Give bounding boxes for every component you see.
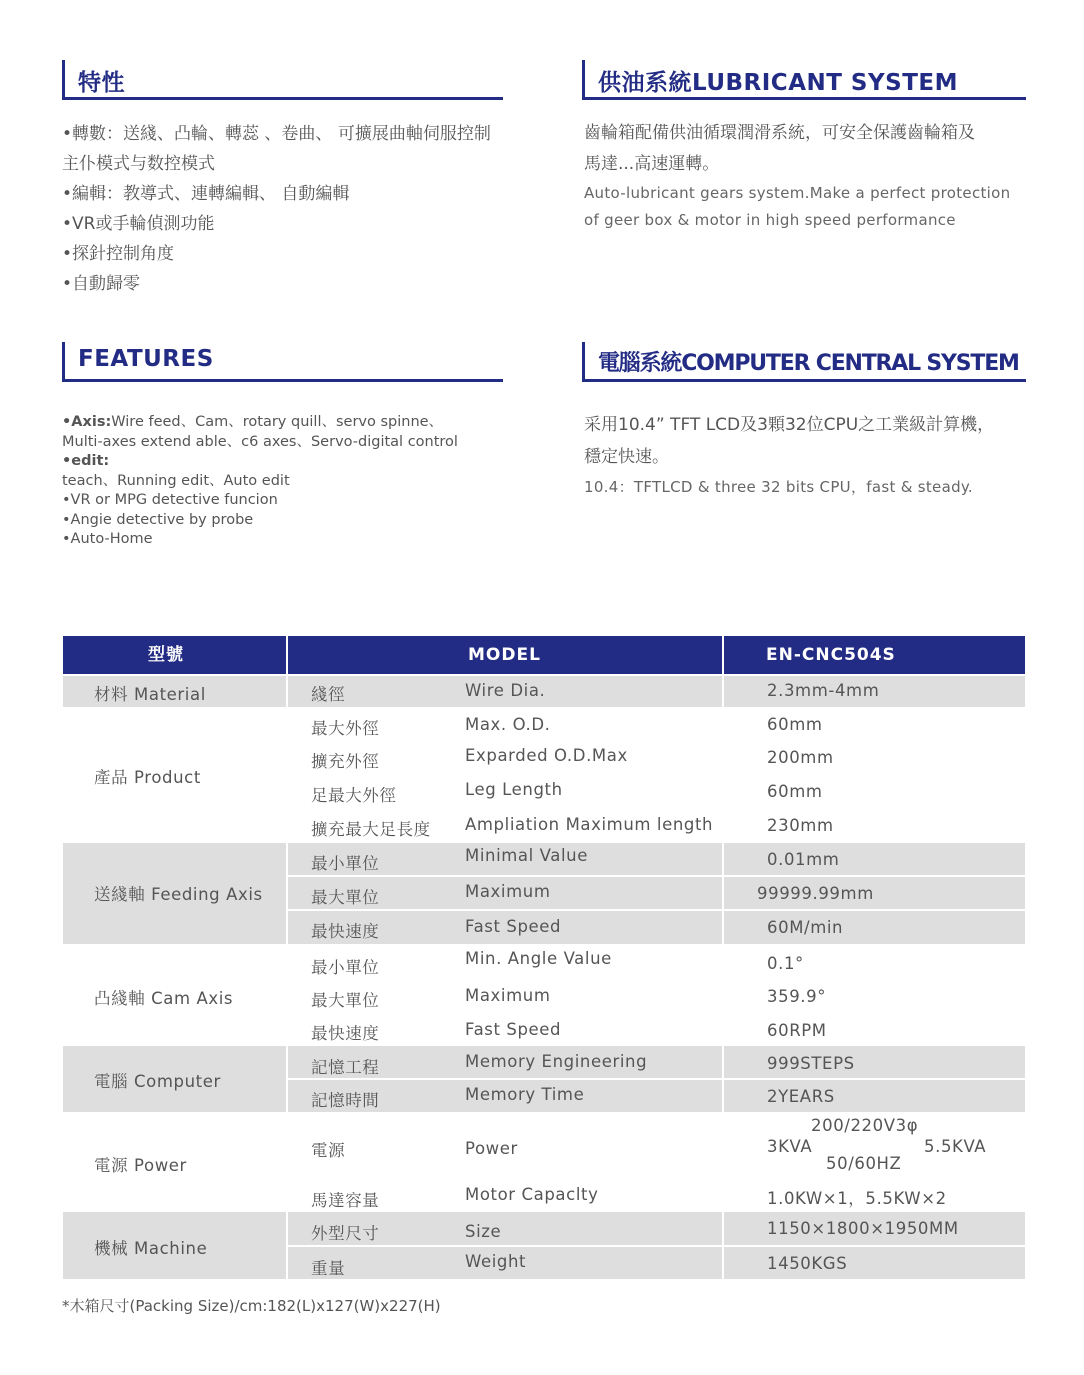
- list-item-text: Wire feed、Cam、rotary quill、servo spinne、: [111, 414, 444, 430]
- row-value: 60RPM: [767, 1021, 827, 1040]
- computer-en-line: 10.4：TFTLCD & three 32 bits CPU，fast & steady.: [584, 478, 974, 496]
- lubricant-body: [584, 118, 1010, 234]
- row-cn: 擴充最大足長度: [311, 820, 431, 839]
- lubricant-cn-line: 馬達...高速運轉。: [584, 154, 720, 174]
- list-item: 主仆模式与数控模式: [62, 154, 215, 174]
- group-label-product: 產品 Product: [94, 768, 201, 787]
- row-en: Maximum: [465, 882, 551, 901]
- group-label-computer: 電腦 Computer: [94, 1072, 221, 1091]
- computer-title: 電腦系統COMPUTER CENTRAL SYSTEM: [598, 351, 1019, 376]
- row-value: 1450KGS: [767, 1254, 848, 1273]
- features-cn-heading: [62, 60, 503, 100]
- features-en-heading: [62, 342, 503, 382]
- row-en: Max. O.D.: [465, 715, 551, 734]
- group-label-feeding: 送綫軸 Feeding Axis: [94, 885, 263, 904]
- list-item: •編輯：教導式、連轉編輯、 自動編輯: [62, 184, 350, 204]
- row-value: 359.9°: [767, 987, 827, 1006]
- row-en: Memory Time: [465, 1085, 585, 1104]
- row-value: 60mm: [767, 715, 823, 734]
- row-value: 230mm: [767, 816, 834, 835]
- row-cn: 最小單位: [311, 854, 380, 873]
- row-cn: 記憶時間: [311, 1091, 380, 1110]
- list-item: [62, 433, 458, 453]
- row-en: Min. Angle Value: [465, 949, 612, 968]
- row-cn: 電源: [311, 1141, 346, 1160]
- row-cn: 綫徑: [311, 685, 346, 704]
- computer-cn-line: 穩定快速。: [584, 447, 669, 467]
- row-en: Memory Engineering: [465, 1052, 648, 1071]
- row-en: Fast Speed: [465, 917, 562, 936]
- row-en: Maximum: [465, 986, 551, 1005]
- lubricant-en-line: of geer box & motor in high speed performance: [584, 211, 956, 229]
- row-value: 60mm: [767, 782, 823, 801]
- row-value: 999STEPS: [767, 1054, 855, 1073]
- computer-heading: [582, 342, 1026, 382]
- list-item-text: teach、Running edit、Auto edit: [62, 472, 290, 489]
- list-item: [62, 530, 458, 550]
- row-en: Minimal Value: [465, 846, 588, 865]
- list-item-text: •Angie detective by probe: [62, 511, 254, 528]
- features-cn-list: [62, 119, 491, 299]
- row-cn: 最大外徑: [311, 719, 380, 738]
- list-item: •自動歸零: [62, 274, 141, 294]
- lubricant-title: 供油系統LUBRICANT SYSTEM: [598, 70, 959, 96]
- row-cn: 足最大外徑: [311, 786, 397, 805]
- row-cn: 重量: [311, 1259, 346, 1278]
- lubricant-heading: [582, 60, 1026, 100]
- row-en: Ampliation Maximum length: [465, 815, 714, 834]
- list-item-text: •Auto-Home: [62, 531, 153, 547]
- row-cn: 最快速度: [311, 1024, 380, 1043]
- lubricant-en-line: Auto-lubricant gears system.Make a perfect protection: [584, 184, 1011, 202]
- group-label-machine: 機械 Machine: [94, 1239, 208, 1258]
- power-kva-left: 3KVA: [767, 1137, 813, 1156]
- row-value: 99999.99mm: [757, 884, 874, 903]
- lubricant-cn-line: 齒輪箱配備供油循環潤滑系統，可安全保護齒輪箱及: [584, 123, 975, 143]
- row-cn: 最大單位: [311, 888, 380, 907]
- row-cn: 馬達容量: [311, 1191, 380, 1210]
- row-value: 0.01mm: [767, 850, 840, 869]
- list-item-bold: •Axis:: [62, 414, 112, 430]
- features-en-list: [62, 413, 458, 550]
- list-item: •轉數：送綫、凸輪、轉蕊 、卷曲、 可擴展曲軸伺服控制: [62, 124, 491, 144]
- row-en: Fast Speed: [465, 1020, 562, 1039]
- row-value: 200mm: [767, 748, 834, 767]
- list-item: •VR或手輪偵測功能: [62, 214, 215, 234]
- list-item: [62, 491, 458, 511]
- computer-body: [584, 409, 994, 501]
- features-cn-title: 特性: [78, 70, 125, 96]
- row-en: Leg Length: [465, 780, 563, 799]
- features-en-title: FEATURES: [78, 346, 214, 372]
- computer-cn-line: 采用10.4” TFT LCD及3顆32位CPU之工業級計算機，: [584, 415, 995, 435]
- row-cn: 擴充外徑: [311, 752, 380, 771]
- table-header: [63, 636, 1025, 674]
- list-item-bold: •edit:: [62, 453, 110, 469]
- header-model-number: EN-CNC504S: [766, 645, 896, 665]
- row-value: 1.0KW×1，5.5KW×2: [767, 1189, 947, 1208]
- power-voltage: 200/220V3φ: [811, 1116, 919, 1135]
- group-label-power: 電源 Power: [94, 1156, 187, 1175]
- row-cn: 記憶工程: [311, 1058, 380, 1077]
- group-label-material: 材料 Material: [94, 685, 206, 704]
- group-label-cam: 凸綫軸 Cam Axis: [94, 989, 234, 1008]
- power-frequency: 50/60HZ: [826, 1154, 902, 1173]
- list-item: [62, 452, 458, 472]
- row-en: Weight: [465, 1252, 527, 1271]
- packing-size-footnote: *木箱尺寸(Packing Size)/cm:182(L)x127(W)x227(H): [62, 1297, 441, 1315]
- list-item-text: Multi-axes extend able、c6 axes、Servo-digital control: [62, 433, 458, 450]
- list-item: [62, 511, 458, 531]
- row-value: 1150×1800×1950MM: [767, 1219, 959, 1238]
- row-value: 0.1°: [767, 954, 804, 973]
- row-en: Power: [465, 1139, 518, 1158]
- header-model: MODEL: [468, 645, 541, 665]
- row-value: 2.3mm-4mm: [767, 681, 880, 700]
- header-model-cn: 型號: [148, 645, 184, 665]
- row-en: Size: [465, 1222, 502, 1241]
- list-item-text: •VR or MPG detective funcion: [62, 492, 278, 508]
- list-item: •探針控制角度: [62, 244, 175, 264]
- list-item: [62, 472, 458, 492]
- row-en: Wire Dia.: [465, 681, 546, 700]
- power-kva-right: 5.5KVA: [924, 1137, 987, 1156]
- list-item: [62, 413, 458, 433]
- row-cn: 最大單位: [311, 991, 380, 1010]
- row-en: Exparded O.D.Max: [465, 746, 628, 765]
- row-value: 2YEARS: [767, 1087, 835, 1106]
- row-cn: 外型尺寸: [311, 1224, 380, 1243]
- row-cn: 最小單位: [311, 958, 380, 977]
- row-cn: 最快速度: [311, 922, 380, 941]
- row-value: 60M/min: [767, 918, 844, 937]
- row-en: Motor Capaclty: [465, 1185, 599, 1204]
